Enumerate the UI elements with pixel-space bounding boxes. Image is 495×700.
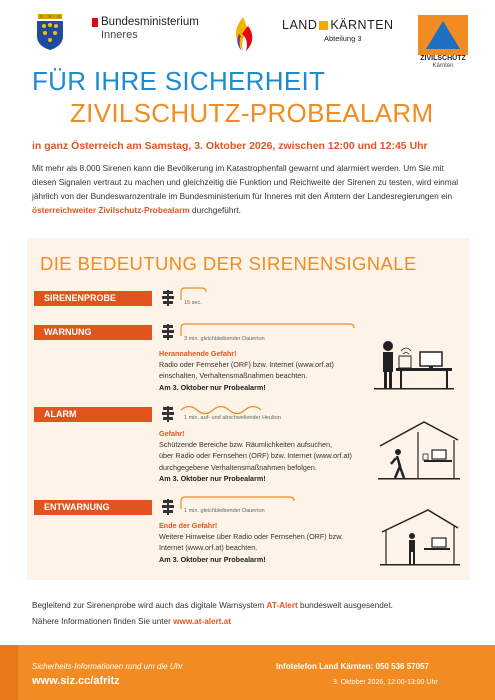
alarm-line-2: über Radio oder Fernsehen (ORF) bzw. Internet (www.orf.at) <box>159 451 352 461</box>
band-date: 3. Oktober 2026, 12:00-13:00 Uhr <box>333 679 438 686</box>
intro-text-2: durchgeführt. <box>189 205 241 215</box>
signal-label-entwarnung: 1 min. gleichbleibender Dauerton <box>184 508 265 514</box>
warnung-text-block <box>159 348 334 393</box>
alarm-head: Gefahr! <box>159 429 185 438</box>
entwarnung-bold: Am 3. Oktober nur Probealarm! <box>159 554 266 564</box>
zivilschutz-sub: Kärnten <box>432 63 454 69</box>
siren-icon <box>161 406 175 422</box>
entwarnung-text-block <box>159 520 343 565</box>
tag-entwarnung: ENTWARNUNG <box>34 500 152 515</box>
land-right: KÄRNTEN <box>330 18 394 32</box>
entwarnung-line-1: Weitere Hinweise über Radio oder Fernsehen (ORF) bzw. <box>159 532 344 542</box>
band-phone: Infotelefon Land Kärnten: 050 536 57057 <box>276 662 429 671</box>
civil-protection-flame-icon <box>230 16 256 52</box>
siren-icon <box>161 499 175 515</box>
intro-paragraph <box>32 161 470 217</box>
signal-label-sirenenprobe: 15 sec. <box>184 300 202 306</box>
warnung-line-2: einschalten, Verhaltensmaßnahmen beachten. <box>159 371 308 381</box>
ministry-sub: Inneres <box>101 29 138 41</box>
ministry-logo <box>92 16 199 42</box>
date-line: in ganz Österreich am Samstag, 3. Oktober 2026, zwischen 12:00 und 12:45 Uhr <box>32 140 428 152</box>
band-url[interactable]: www.siz.cc/afritz <box>32 675 120 687</box>
tag-warnung: WARNUNG <box>34 325 152 340</box>
land-kaernten-mark-icon <box>319 21 328 30</box>
warnung-head: Herannahende Gefahr! <box>159 349 237 358</box>
title-line-1: FÜR IHRE SICHERHEIT <box>32 66 326 96</box>
signal-continuous-line <box>180 323 360 337</box>
zivilschutz-label: ZIVILSCHUTZ <box>420 55 466 62</box>
intro-text-1: Mit mehr als 8.000 Sirenen kann die Bevölkerung im Katastrophenfall gewarnt und alarmiert werden. Um Sie mit diesen Signalen vertraut zu machen und gleichzeitig die Funktion und Reichweite der Sirenen zu testen, wird einmal jährlich von der Bundeswarnzentrale im Bundesministerium für Inneres mit den Ämtern der Landesregierungen ein <box>32 163 459 201</box>
lower-austria-crest-icon <box>35 14 65 50</box>
panel-title: DIE BEDEUTUNG DER SIRENENSIGNALE <box>40 253 417 274</box>
ministry-name: Bundesministerium <box>101 16 199 28</box>
person-tv-illustration-icon <box>374 338 454 390</box>
austria-flag-icon <box>92 18 98 27</box>
entwarnung-line-2: Internet (www.orf.at) beachten. <box>159 543 258 553</box>
land-sub: Abteilung 3 <box>324 34 362 43</box>
tag-alarm: ALARM <box>34 407 152 422</box>
footer-stripe-icon <box>0 645 495 700</box>
footer-info <box>32 598 472 630</box>
person-entering-house-illustration-icon <box>378 418 460 480</box>
entwarnung-head: Ende der Gefahr! <box>159 521 218 530</box>
signal-short-line <box>180 287 210 301</box>
siren-icon <box>161 324 175 340</box>
alarm-line-1: Schützende Bereiche bzw. Räumlichkeiten aufsuchen, <box>159 440 333 450</box>
zivilschutz-logo <box>418 15 468 70</box>
tag-sirenenprobe: SIRENENPROBE <box>34 291 152 306</box>
footer-line-2: Nähere Informationen finden Sie unter www.at-alert.at <box>32 617 232 626</box>
zivilschutz-triangle-icon <box>418 15 468 55</box>
alarm-line-3: durchgegebene Verhaltensmaßnahmen befolgen. <box>159 462 317 472</box>
siren-icon <box>161 290 175 306</box>
alarm-bold: Am 3. Oktober nur Probealarm! <box>159 473 266 483</box>
alarm-text-block <box>159 428 352 484</box>
warnung-line-1: Radio oder Fernseher (ORF) bzw. Internet (www.orf.at) <box>159 360 334 370</box>
signal-label-warnung: 3 min. gleichbleibender Dauerton <box>184 336 265 342</box>
warnung-bold: Am 3. Oktober nur Probealarm! <box>159 382 266 392</box>
at-alert-link[interactable]: www.at-alert.at <box>173 617 232 626</box>
band-italic-text: Sicherheits-Informationen rund um die Uhr <box>32 662 183 671</box>
title-line-2: ZIVILSCHUTZ-PROBEALARM <box>70 98 434 128</box>
footer-band <box>0 645 495 700</box>
intro-highlight: österreichweiter Zivilschutz-Probealarm <box>32 205 190 215</box>
at-alert-label: AT-Alert <box>266 601 298 610</box>
land-left: LAND <box>282 18 318 32</box>
signal-wave-line <box>180 402 270 416</box>
footer-line-1: Begleitend zur Sirenenprobe wird auch das digitale Warnsystem AT-Alert bundesweit ausgesendet. <box>32 601 393 610</box>
person-in-house-illustration-icon <box>380 508 460 566</box>
land-kaernten-logo <box>282 18 394 43</box>
signal-label-alarm: 1 min. auf- und abschwellender Heulton <box>184 415 281 421</box>
